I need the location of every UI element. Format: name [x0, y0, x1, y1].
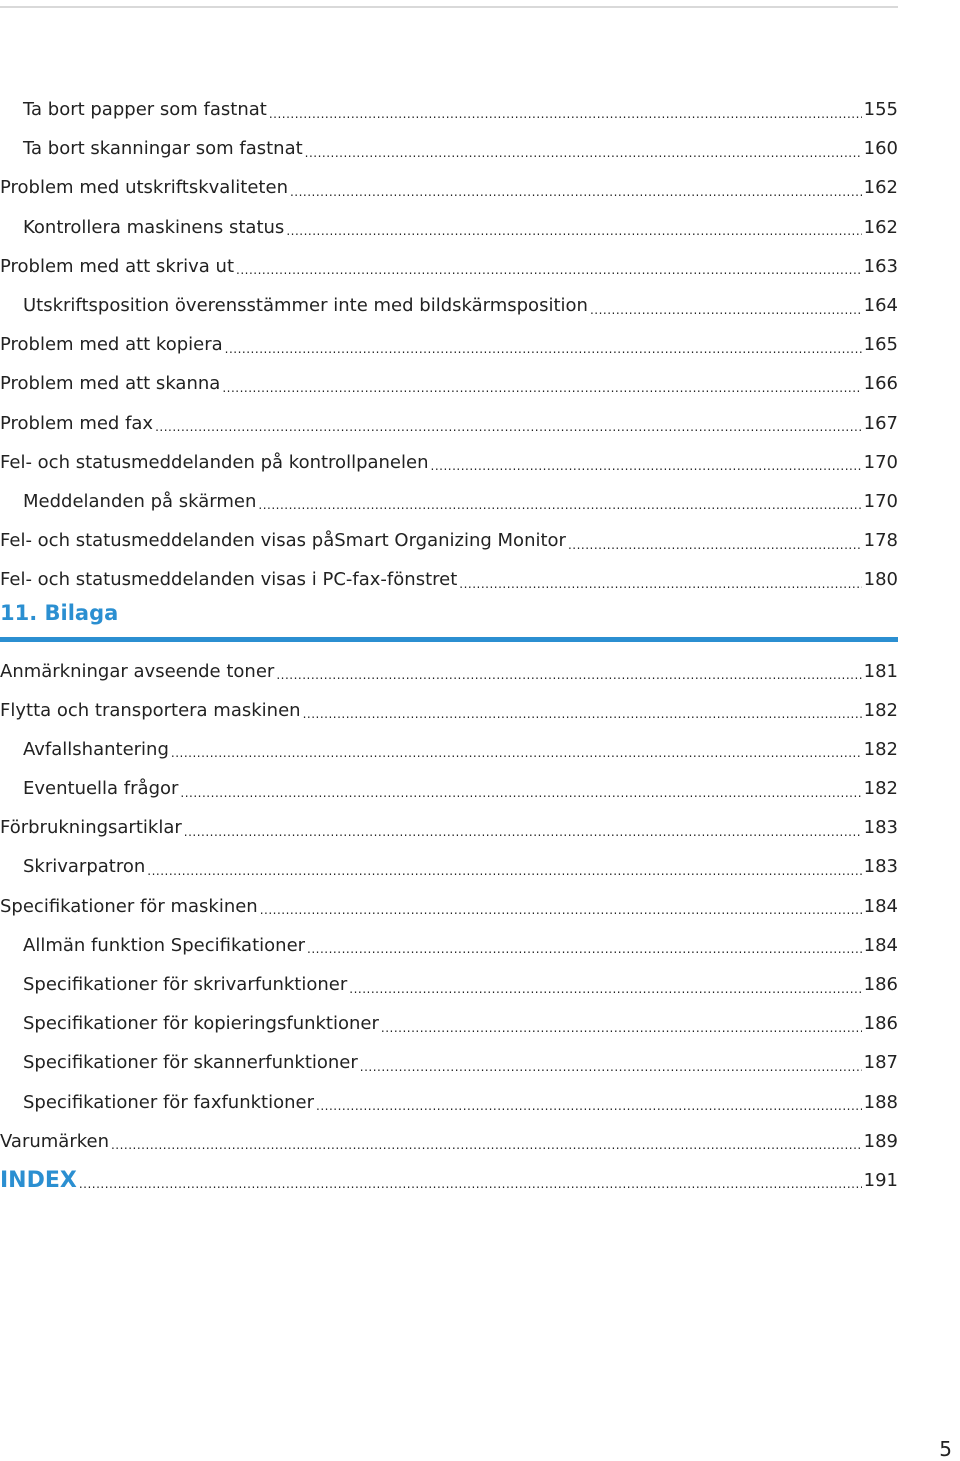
toc-entry-page: 165 [863, 334, 898, 356]
toc-entry-page: 160 [863, 138, 898, 160]
toc-entry-page: 182 [863, 699, 898, 721]
toc-entry-label: Problem med utskriftskvaliteten [0, 177, 288, 199]
toc-entry-page: 163 [863, 255, 898, 277]
toc-entry-label: Varumärken [0, 1130, 109, 1152]
section-heading-title: 11. Bilaga [0, 601, 119, 626]
toc-entry[interactable] [0, 364, 898, 403]
toc-entry[interactable] [0, 1083, 898, 1122]
page-number: 5 [939, 1437, 952, 1461]
toc-entry-page: 189 [863, 1130, 898, 1152]
toc-entry-page: 187 [863, 1052, 898, 1074]
toc-entry-page: 182 [863, 778, 898, 800]
toc-entry-label: Problem med att kopiera [0, 334, 223, 356]
toc-entry-label: Specifikationer för kopieringsfunktioner [23, 1013, 379, 1035]
toc-entry-page: 182 [863, 738, 898, 760]
toc-entry-page: 178 [863, 530, 898, 552]
toc-entry-page: 186 [863, 974, 898, 996]
toc-entry[interactable] [0, 560, 898, 599]
toc-leader-dots [111, 1138, 862, 1152]
toc-entry-label: Allmän funktion Specifikationer [23, 934, 306, 956]
toc-leader-dots [258, 498, 861, 512]
toc-entry[interactable] [0, 1004, 898, 1043]
toc-entry-page: 164 [863, 295, 898, 317]
toc-entry-label: Fel- och statusmeddelanden på kontrollpanelen [0, 451, 429, 473]
toc-entry-label: Specifikationer för skrivarfunktioner [23, 974, 348, 996]
toc-entry-label: Specifikationer för maskinen [0, 895, 258, 917]
toc-leader-dots [236, 263, 862, 277]
toc-entry-page: 166 [863, 373, 898, 395]
toc-entry[interactable] [0, 965, 898, 1004]
toc-group-b [0, 651, 898, 1160]
toc-entry-label: Anmärkningar avseende toner [0, 660, 275, 682]
top-rule [0, 6, 898, 8]
toc-entry-label: Problem med fax [0, 412, 154, 434]
toc-entry[interactable] [0, 847, 898, 886]
toc-entry[interactable] [0, 443, 898, 482]
toc-leader-dots [590, 303, 862, 317]
toc-leader-dots [147, 864, 861, 878]
toc-entry-label: Meddelanden på skärmen [23, 490, 257, 512]
toc-entry-label: Avfallshantering [23, 738, 169, 760]
toc-entry-page: 170 [863, 490, 898, 512]
toc-leader-dots [305, 146, 862, 160]
toc-entry[interactable] [0, 808, 898, 847]
toc-entry[interactable] [0, 691, 898, 730]
toc-leader-dots [222, 381, 861, 395]
table-of-contents [0, 90, 898, 1200]
toc-entry-page: 181 [863, 660, 898, 682]
toc-leader-dots [79, 1177, 862, 1191]
toc-leader-dots [171, 746, 862, 760]
toc-entry[interactable] [0, 404, 898, 443]
toc-leader-dots [290, 185, 862, 199]
toc-entry-label: Problem med att skanna [0, 373, 221, 395]
toc-entry-page: 191 [863, 1169, 898, 1191]
toc-entry[interactable] [0, 1043, 898, 1082]
toc-leader-dots [307, 942, 862, 956]
toc-entry-page: 184 [863, 934, 898, 956]
toc-entry-label: Kontrollera maskinens status [23, 216, 285, 238]
toc-entry-label: Ta bort skanningar som fastnat [23, 138, 303, 160]
toc-leader-dots [269, 107, 862, 121]
toc-entry-page: 180 [863, 569, 898, 591]
toc-entry-label: Eventuella frågor [23, 778, 179, 800]
toc-entry-page: 170 [863, 451, 898, 473]
toc-group-a [0, 90, 898, 599]
toc-entry[interactable] [0, 730, 898, 769]
toc-entry-label: INDEX [0, 1167, 77, 1193]
toc-leader-dots [286, 224, 861, 238]
toc-entry-index[interactable] [0, 1161, 898, 1200]
toc-leader-dots [260, 903, 862, 917]
toc-entry-page: 184 [863, 895, 898, 917]
toc-entry-page: 162 [863, 177, 898, 199]
toc-entry-page: 167 [863, 412, 898, 434]
toc-leader-dots [276, 668, 861, 682]
toc-leader-dots [360, 1060, 862, 1074]
toc-entry[interactable] [0, 247, 898, 286]
toc-entry-label: Specifikationer för faxfunktioner [23, 1091, 314, 1113]
toc-entry[interactable] [0, 482, 898, 521]
toc-entry-page: 183 [863, 817, 898, 839]
toc-entry-page: 183 [863, 856, 898, 878]
toc-entry-label: Ta bort papper som fastnat [23, 99, 267, 121]
toc-leader-dots [180, 786, 861, 800]
toc-entry-page: 162 [863, 216, 898, 238]
toc-entry-label: Förbrukningsartiklar [0, 817, 182, 839]
toc-entry[interactable] [0, 129, 898, 168]
toc-entry-label: Utskriftsposition överensstämmer inte med bildskärmsposition [23, 295, 588, 317]
toc-entry[interactable] [0, 926, 898, 965]
toc-leader-dots [381, 1021, 862, 1035]
toc-entry-label: Fel- och statusmeddelanden visas påSmart Organizing Monitor [0, 530, 566, 552]
toc-entry-page: 188 [863, 1091, 898, 1113]
toc-entry[interactable] [0, 521, 898, 560]
toc-entry-label: Fel- och statusmeddelanden visas i PC-fax-fönstret [0, 569, 458, 591]
toc-leader-dots [568, 538, 862, 552]
toc-entry-label: Specifikationer för skannerfunktioner [23, 1052, 358, 1074]
toc-entry[interactable] [0, 887, 898, 926]
toc-leader-dots [225, 342, 862, 356]
toc-leader-dots [316, 1099, 862, 1113]
toc-entry-page: 155 [863, 99, 898, 121]
toc-entry[interactable] [0, 769, 898, 808]
toc-entry[interactable] [0, 1122, 898, 1161]
toc-leader-dots [184, 825, 862, 839]
toc-entry-label: Flytta och transportera maskinen [0, 699, 301, 721]
toc-leader-dots [431, 459, 862, 473]
toc-entry-label: Skrivarpatron [23, 856, 146, 878]
toc-entry[interactable] [0, 651, 898, 690]
section-heading [0, 599, 898, 651]
toc-entry[interactable] [0, 208, 898, 247]
toc-entry[interactable] [0, 168, 898, 207]
toc-entry[interactable] [0, 90, 898, 129]
toc-entry[interactable] [0, 286, 898, 325]
toc-leader-dots [155, 420, 862, 434]
toc-entry-label: Problem med att skriva ut [0, 255, 235, 277]
toc-leader-dots [349, 982, 861, 996]
toc-leader-dots [303, 707, 862, 721]
toc-entry[interactable] [0, 325, 898, 364]
section-heading-rule [0, 637, 898, 642]
toc-leader-dots [459, 577, 861, 591]
toc-entry-page: 186 [863, 1013, 898, 1035]
